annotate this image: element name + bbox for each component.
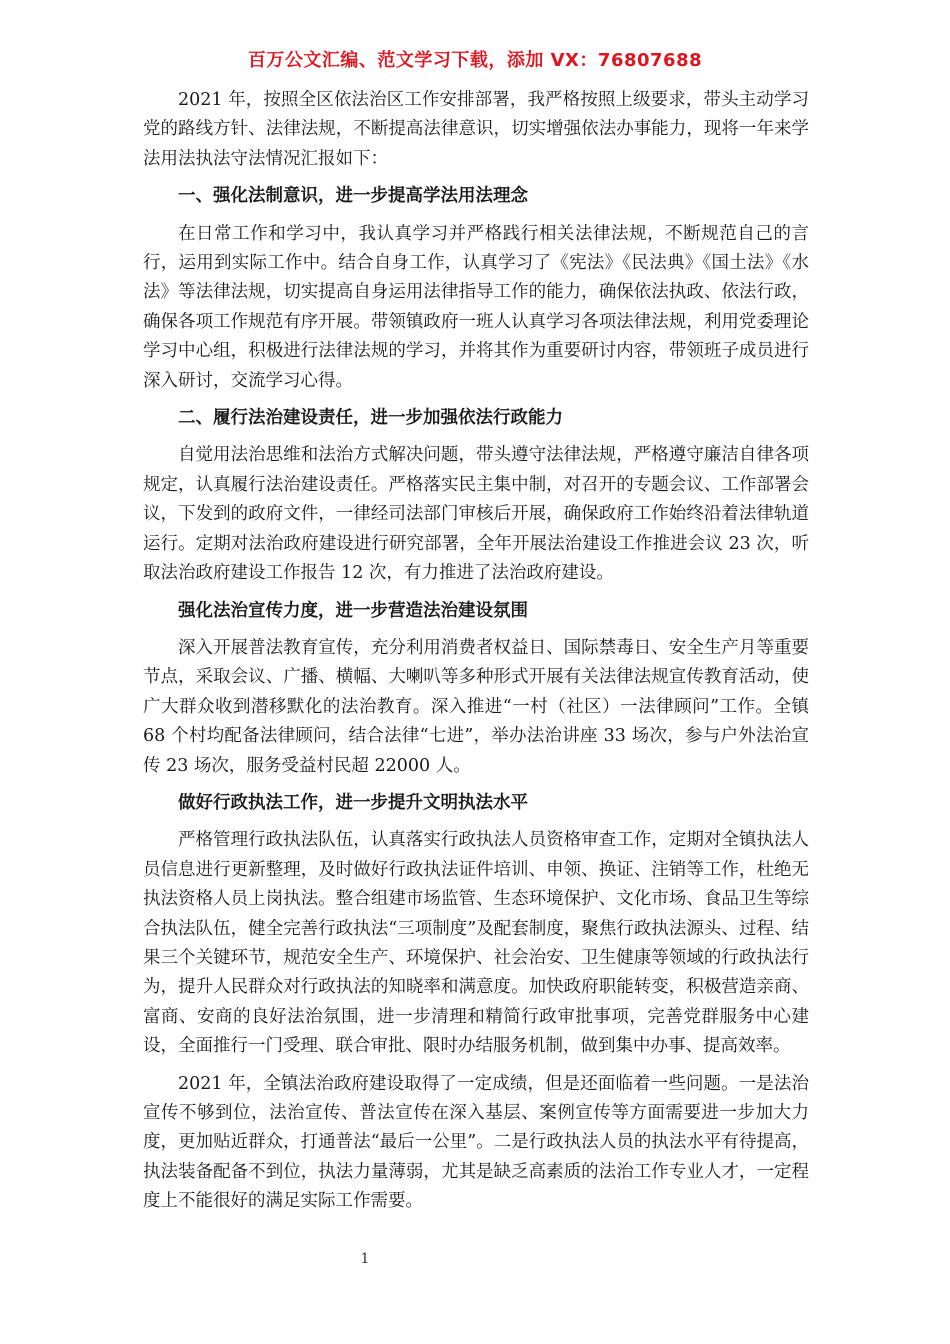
section-1-heading: 一、强化法制意识，进一步提高学法用法理念	[178, 186, 528, 207]
closing-paragraph: 2021 年，全镇法治政府建设取得了一定成绩，但是还面临着一些问题。一是法治宣传不够到位，法治宣传、普法宣传在深入基层、案例宣传等方面需要进一步加大力度，更加贴近群众，打通普法“最后一公里”。二是行政执法人员的执法水平有待提高，执法装备配备不到位，执法力量薄弱，尤其是缺乏高素质的法治工作专业人才，一定程度上不能很好的满足实际工作需要。	[143, 1073, 809, 1212]
intro-paragraph: 2021 年，按照全区依法治区工作安排部署，我严格按照上级要求，带头主动学习党的路线方针、法律法规，不断提高法律意识，切实增强依法办事能力，现将一年来学法用法执法守法情况汇报如下：	[143, 90, 809, 169]
section-1-body: 在日常工作和学习中，我认真学习并严格践行相关法律法规，不断规范自己的言行，运用到实际工作中。结合自身工作，认真学习了《宪法》《民法典》《国土法》《水法》等法律法规，切实提高自身运用法律指导工作的能力，确保依法执政、依法行政，确保各项工作规范有序开展。带领镇政府一班人认真学习各项法律法规，利用党委理论学习中心组，积极进行法律法规的学习，并将其作为重要研讨内容，带领班子成员进行深入研讨，交流学习心得。	[143, 223, 809, 391]
page-number: 1	[360, 1251, 370, 1267]
section-3-body: 深入开展普法教育宣传，充分利用消费者权益日、国际禁毒日、安全生产月等重要节点，采取会议、广播、横幅、大喇叭等多种形式开展有关法律法规宣传教育活动，使广大群众收到潜移默化的法治教育。深入推进“一村（社区）一法律顾问”工作。全镇 68 个村均配备法律顾问，结合法律“七进”，举办法治讲座 33 场次，参与户外法治宣传 23 场次，服务受益村民超 22000 人。	[143, 637, 809, 776]
section-4-body: 严格管理行政执法队伍，认真落实行政执法人员资格审查工作，定期对全镇执法人员信息进行更新整理，及时做好行政执法证件培训、申领、换证、注销等工作，杜绝无执法资格人员上岗执法。整合组建市场监管、生态环境保护、文化市场、食品卫生等综合执法队伍，健全完善行政执法“三项制度”及配套制度，聚焦行政执法源头、过程、结果三个关键环节，规范安全生产、环境保护、社会治安、卫生健康等领域的行政执法行为，提升人民群众对行政执法的知晓率和满意度。加快政府职能转变，积极营造亲商、富商、安商的良好法治氛围，进一步清理和精简行政审批事项，完善党群服务中心建设，全面推行一门受理、联合审批、限时办结服务机制，做到集中办事、提高效率。	[143, 830, 809, 1057]
watermark-banner: 百万公文汇编、范文学习下载，添加 VX：76807688	[247, 50, 703, 71]
document-body	[143, 86, 809, 1217]
section-2-body: 自觉用法治思维和法治方式解决问题，带头遵守法律法规，严格遵守廉洁自律各项规定，认真履行法治建设责任。严格落实民主集中制，对召开的专题会议、工作部署会议，下发到的政府文件，一律经司法部门审核后开展，确保政府工作始终沿着法律轨道运行。定期对法治政府建设进行研究部署，全年开展法治建设工作推进会议 23 次，听取法治政府建设工作报告 12 次，有力推进了法治政府建设。	[143, 445, 809, 584]
section-4-heading: 做好行政执法工作，进一步提升文明执法水平	[178, 792, 528, 813]
section-3-heading: 强化法治宣传力度，进一步营造法治建设氛围	[178, 600, 528, 621]
section-2-heading: 二、履行法治建设责任，进一步加强依法行政能力	[178, 408, 563, 429]
